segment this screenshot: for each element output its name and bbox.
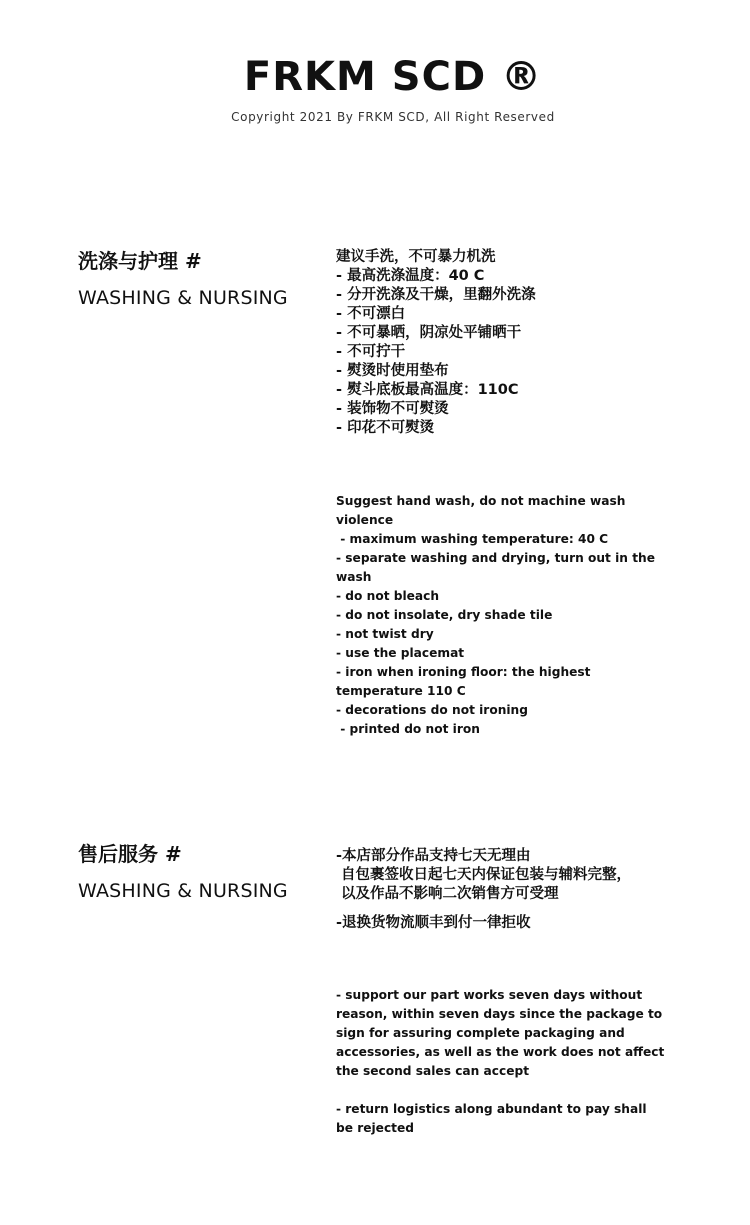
- washing-en-item: - use the placemat: [336, 646, 465, 660]
- aftersales-list-zh: [336, 847, 696, 904]
- aftersales-title-en: WASHING & NURSING: [78, 880, 288, 902]
- aftersales-return-zh: -退换货物流顺丰到付一律拒收: [336, 915, 531, 931]
- washing-zh-item: - 不可暴晒，阴凉处平铺晒干: [336, 325, 522, 341]
- aftersales-zh-line: -本店部分作品支持七天无理由: [336, 848, 531, 864]
- washing-en-item: - not twist dry: [336, 627, 434, 641]
- washing-en-item: - maximum washing temperature: 40 C: [336, 532, 609, 546]
- aftersales-zh-line: 自包裹签收日起七天内保证包装与辅料完整，: [336, 867, 632, 883]
- washing-en-item: - printed do not iron: [336, 722, 480, 736]
- washing-en-item: - do not insolate, dry shade tile: [336, 608, 553, 622]
- aftersales-title-zh: 售后服务 #: [78, 842, 182, 866]
- washing-list-zh: [336, 248, 696, 438]
- washing-en-item: - do not bleach: [336, 589, 440, 603]
- aftersales-en-para1: - support our part works seven days without reason, within seven days since the package to sign for assuring complete packaging and accessories, as well as the work does not affect the second sales can accept: [336, 988, 665, 1078]
- washing-zh-item: - 印花不可熨烫: [336, 420, 435, 436]
- washing-zh-item: - 熨斗底板最高温度：110C: [336, 382, 519, 398]
- aftersales-zh-line: 以及作品不影响二次销售方可受理: [336, 886, 559, 902]
- washing-zh-item: - 最高洗涤温度：40 C: [336, 268, 485, 284]
- washing-en-item: Suggest hand wash, do not machine wash violence: [336, 494, 630, 527]
- washing-zh-item: - 装饰物不可熨烫: [336, 401, 449, 417]
- washing-list-en: [336, 492, 666, 739]
- washing-title-en: WASHING & NURSING: [78, 287, 288, 309]
- washing-zh-item: - 不可拧干: [336, 344, 406, 360]
- washing-en-item: - decorations do not ironing: [336, 703, 528, 717]
- washing-zh-item: - 分开洗涤及干燥，里翻外洗涤: [336, 287, 536, 303]
- washing-zh-item: - 熨烫时使用垫布: [336, 363, 449, 379]
- washing-zh-item: - 不可漂白: [336, 306, 406, 322]
- brand-title: FRKM SCD ®: [243, 54, 543, 100]
- washing-title-zh: 洗涤与护理 #: [78, 249, 202, 273]
- aftersales-en-para2: - return logistics along abundant to pay shall be rejected: [336, 1102, 647, 1135]
- copyright-text: Copyright 2021 By FRKM SCD, All Right Reserved: [231, 110, 555, 124]
- washing-en-item: - iron when ironing floor: the highest temperature 110 C: [336, 665, 595, 698]
- washing-zh-item: 建议手洗，不可暴力机洗: [336, 249, 496, 265]
- washing-en-item: - separate washing and drying, turn out in the wash: [336, 551, 660, 584]
